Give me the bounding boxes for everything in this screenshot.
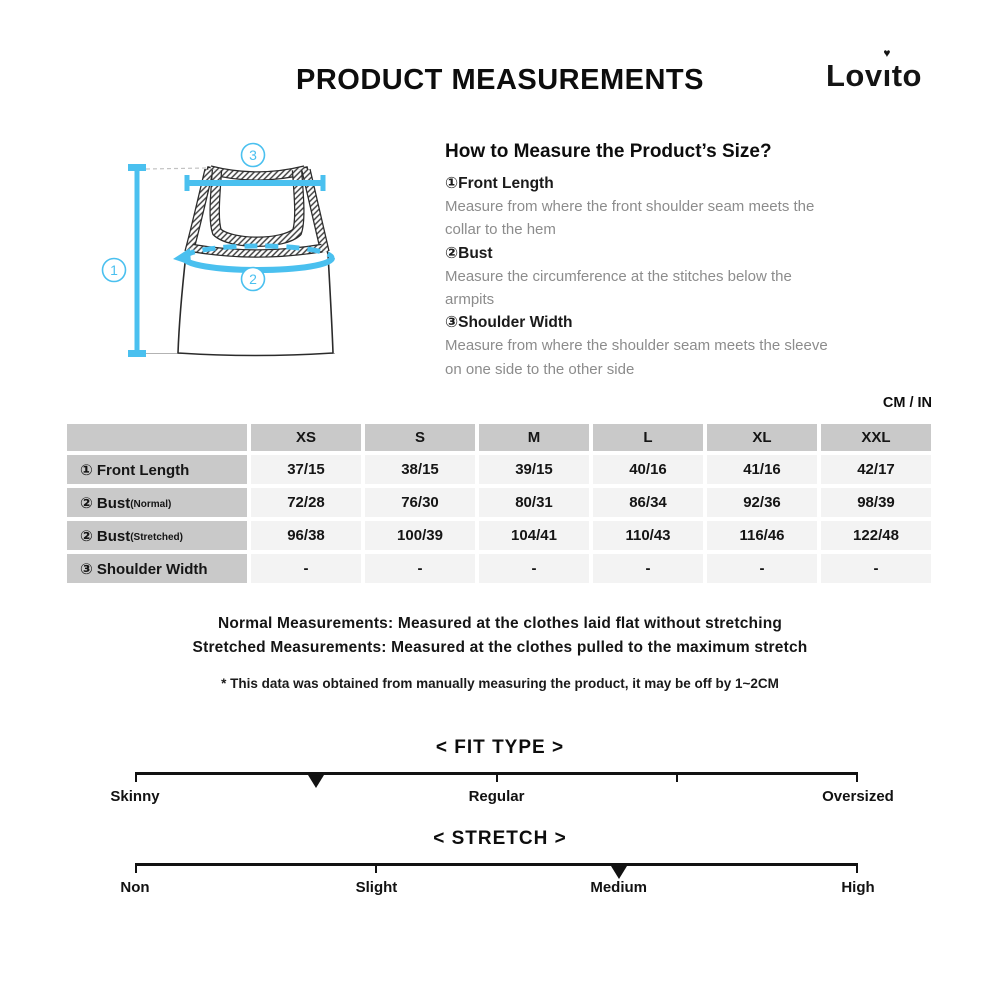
top-guide-line — [146, 168, 206, 169]
svg-text:3: 3 — [249, 147, 257, 163]
size-cell: 104/41 — [479, 521, 589, 550]
howto-item-label: ③Shoulder Width — [445, 314, 573, 332]
row-label-front-length: ① Front Length — [67, 455, 247, 484]
logo-text-post: to — [891, 58, 922, 93]
ribbed-collar-band — [210, 170, 305, 176]
column-header-xxl: XXL — [821, 424, 931, 451]
size-cell: - — [593, 554, 703, 583]
howto-item-desc: Measure from where the shoulder seam meets the sleeve on one side to the other side — [445, 337, 828, 378]
scale-tick — [856, 772, 858, 782]
logo-letter-i: ı ♥ — [882, 46, 892, 93]
scale-label-skinny: Skinny — [110, 788, 160, 805]
notes-section — [0, 612, 1000, 691]
scale-label-slight: Slight — [355, 879, 398, 896]
label-circle-shoulder-width — [242, 144, 265, 167]
column-header-s: S — [365, 424, 475, 451]
scale-label-non: Non — [120, 879, 150, 896]
howto-item-label: ①Front Length — [445, 175, 554, 192]
row-label-shoulder-width: ③ Shoulder Width — [67, 554, 247, 583]
size-cell: 38/15 — [365, 455, 475, 484]
stretch-title: < STRETCH > — [433, 828, 567, 849]
size-cell: - — [365, 554, 475, 583]
scale-label-regular: Regular — [468, 788, 525, 805]
column-header-l: L — [593, 424, 703, 451]
fit-type-labels — [110, 788, 894, 808]
garment-measurement-diagram — [95, 132, 445, 382]
column-header-xl: XL — [707, 424, 817, 451]
scale-tick — [676, 772, 678, 782]
howto-section — [445, 141, 925, 381]
howto-item-desc: Measure the circumference at the stitches below the armpits — [445, 267, 792, 309]
lovito-logo — [825, 46, 922, 94]
fit-type-bar — [135, 772, 858, 785]
stretch-marker-icon — [611, 866, 627, 879]
scale-tick — [135, 772, 137, 782]
size-cell: 72/28 — [251, 488, 361, 517]
size-cell: 110/43 — [593, 521, 703, 550]
logo-text-pre: Lov — [825, 58, 883, 93]
size-cell: - — [251, 554, 361, 583]
howto-item-desc: Measure from where the front shoulder seam meets the collar to the hem — [445, 198, 815, 239]
scale-tick — [135, 863, 137, 873]
table-corner-cell — [67, 424, 247, 451]
column-header-m: M — [479, 424, 589, 451]
svg-text:2: 2 — [249, 271, 257, 287]
note-stretched: Stretched Measurements: Measured at the clothes pulled to the maximum stretch — [192, 639, 808, 656]
size-cell: 96/38 — [251, 521, 361, 550]
size-cell: 37/15 — [251, 455, 361, 484]
size-cell: - — [707, 554, 817, 583]
scale-tick — [375, 863, 377, 873]
howto-item-label: ②Bust — [445, 244, 493, 262]
size-cell: 86/34 — [593, 488, 703, 517]
stretch-bar — [135, 863, 858, 876]
size-cell: 41/16 — [707, 455, 817, 484]
stretch-scale — [0, 828, 1000, 899]
scale-label-oversized: Oversized — [822, 788, 894, 805]
unit-label: CM / IN — [882, 395, 932, 411]
size-cell: 80/31 — [479, 488, 589, 517]
size-cell: 100/39 — [365, 521, 475, 550]
size-cell: 40/16 — [593, 455, 703, 484]
label-circle-front-length — [103, 259, 126, 282]
scale-tick — [856, 863, 858, 873]
row-label-bust-normal: ② Bust (Normal) — [67, 488, 247, 517]
size-cell: 42/17 — [821, 455, 931, 484]
front-length-ruler — [128, 164, 146, 357]
stretch-labels — [120, 879, 875, 899]
label-circle-bust — [242, 268, 265, 291]
scale-line — [135, 863, 858, 866]
size-cell: - — [821, 554, 931, 583]
size-cell: 76/30 — [365, 488, 475, 517]
bust-arrow-icon — [173, 248, 191, 265]
scale-label-high: High — [841, 879, 875, 896]
note-disclaimer: * This data was obtained from manually measuring the product, it may be off by 1~2CM — [221, 676, 779, 691]
size-table — [67, 424, 931, 583]
size-cell: 92/36 — [707, 488, 817, 517]
row-label-bust-stretched: ② Bust (Stretched) — [67, 521, 247, 550]
scale-label-medium: Medium — [590, 879, 648, 896]
size-cell: 39/15 — [479, 455, 589, 484]
svg-text:1: 1 — [110, 262, 118, 278]
note-normal: Normal Measurements: Measured at the clothes laid flat without stretching — [217, 615, 783, 632]
fit-type-scale — [0, 737, 1000, 808]
fit-type-title: < FIT TYPE > — [435, 737, 565, 758]
fit-type-marker-icon — [308, 775, 324, 788]
column-header-xs: XS — [251, 424, 361, 451]
heart-dot-icon: ♥ — [883, 46, 891, 60]
size-cell: 98/39 — [821, 488, 931, 517]
page-title: PRODUCT MEASUREMENTS — [296, 64, 704, 96]
size-cell: 122/48 — [821, 521, 931, 550]
scale-tick — [496, 772, 498, 782]
size-cell: - — [479, 554, 589, 583]
howto-title: How to Measure the Product’s Size? — [445, 141, 772, 162]
size-cell: 116/46 — [707, 521, 817, 550]
